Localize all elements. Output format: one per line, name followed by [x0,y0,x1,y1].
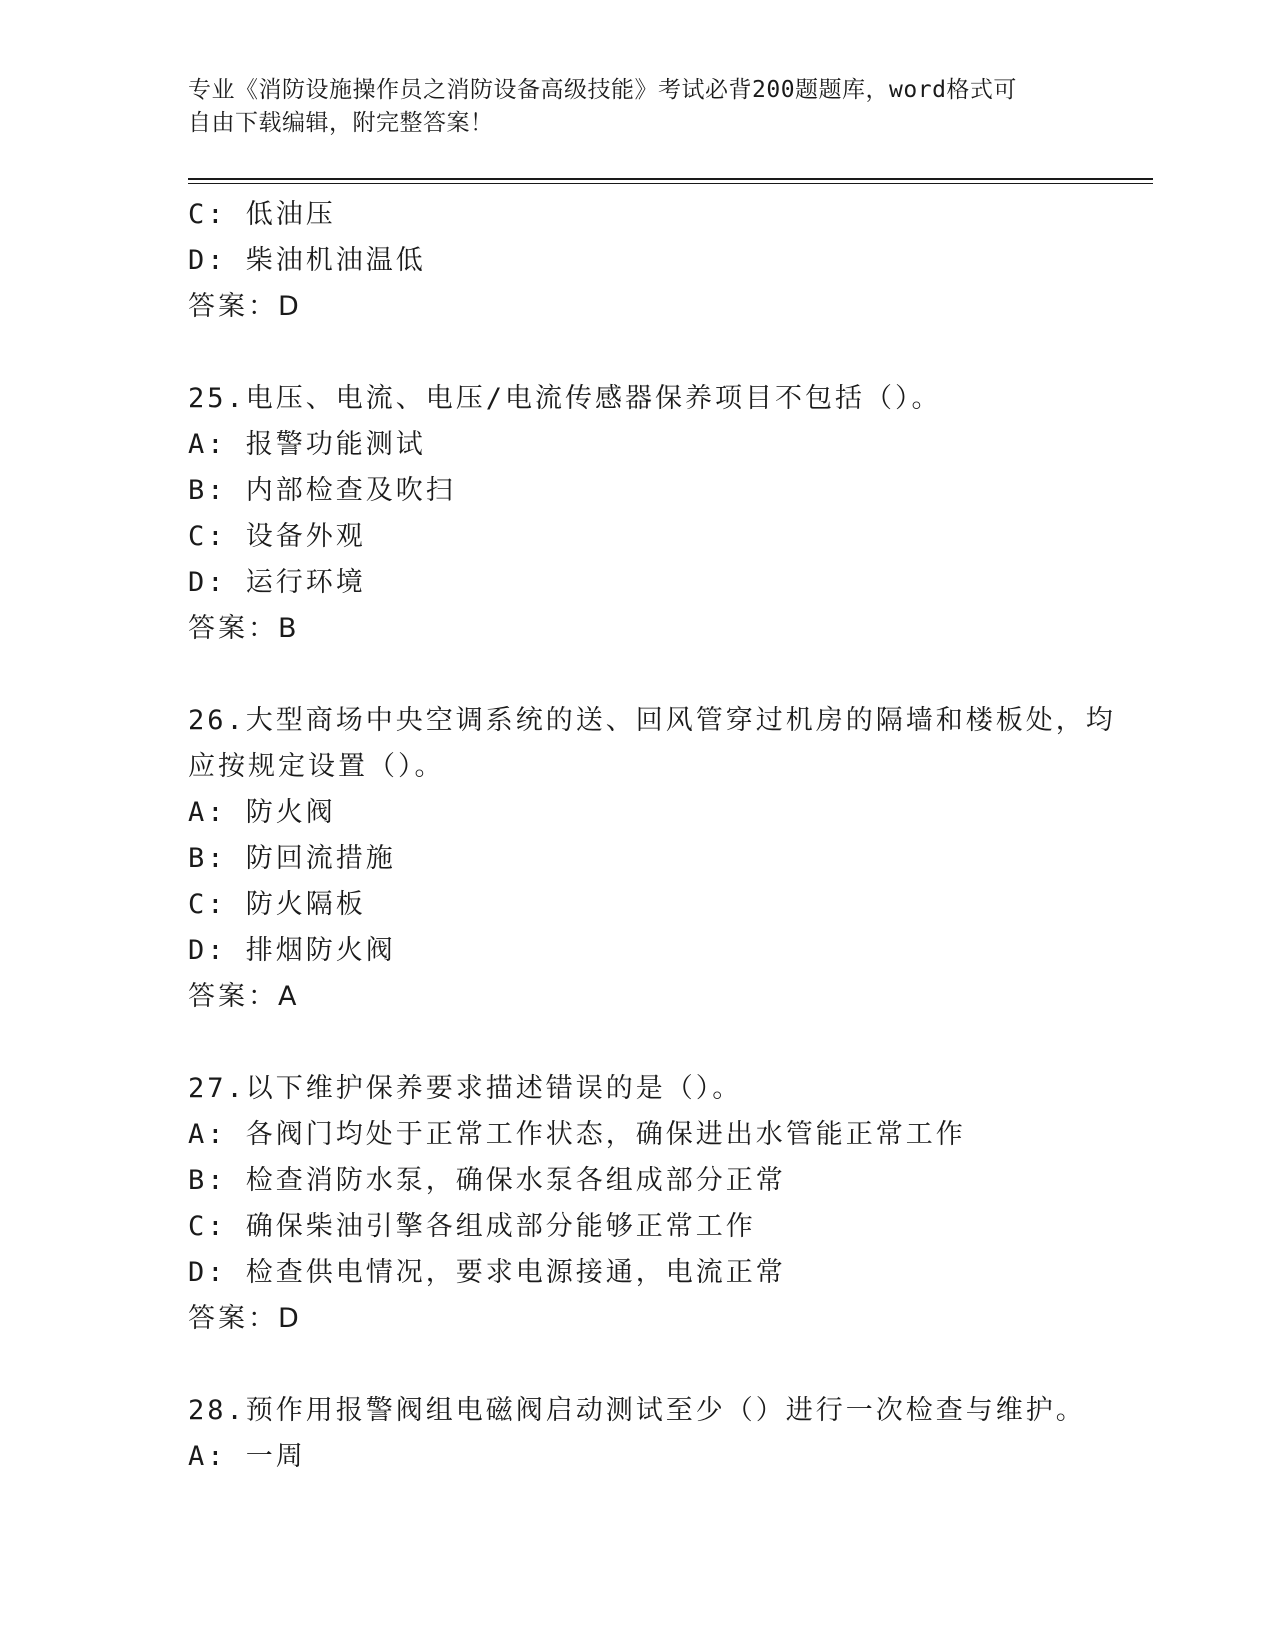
option-a: A: 各阀门均处于正常工作状态，确保进出水管能正常工作 [188,1119,966,1150]
document-header [188,74,1068,140]
option-c: C: 设备外观 [188,521,366,552]
question-24-tail [188,192,1088,330]
spacer [188,652,1088,698]
option-c: C: 防火隔板 [188,889,366,920]
option-a: A: 防火阀 [188,797,336,828]
question-26 [188,698,1116,1020]
question-28 [188,1388,1088,1480]
option-a: A: 报警功能测试 [188,429,426,460]
option-b: B: 内部检查及吹扫 [188,475,456,506]
option-b: B: 防回流措施 [188,843,396,874]
question-stem: 25.电压、电流、电压/电流传感器保养项目不包括（）。 [188,383,942,414]
spacer [188,1020,1088,1066]
question-stem: 28.预作用报警阀组电磁阀启动测试至少（）进行一次检查与维护。 [188,1395,1086,1426]
question-stem-line-2: 应按规定设置（）。 [188,751,445,782]
header-divider-thick [188,178,1153,180]
option-d: D: 排烟防火阀 [188,935,396,966]
answer-line: 答案：A [188,981,300,1012]
header-line-1: 专业《消防设施操作员之消防设备高级技能》考试必背200题题库，word格式可 [188,77,1017,103]
option-b: B: 检查消防水泵，确保水泵各组成部分正常 [188,1165,786,1196]
question-25 [188,376,1088,652]
spacer [188,330,1088,376]
spacer [188,1342,1088,1388]
answer-line: 答案：D [188,291,302,322]
question-list [188,192,1116,1480]
question-stem: 27.以下维护保养要求描述错误的是（）。 [188,1073,743,1104]
option-c: C: 低油压 [188,199,336,230]
answer-line: 答案：D [188,1303,302,1334]
question-27 [188,1066,1088,1342]
option-d: D: 柴油机油温低 [188,245,426,276]
option-a: A: 一周 [188,1441,306,1472]
option-d: D: 运行环境 [188,567,366,598]
option-d: D: 检查供电情况，要求电源接通，电流正常 [188,1257,786,1288]
question-stem-line-1: 26.大型商场中央空调系统的送、回风管穿过机房的隔墙和楼板处，均 [188,705,1116,736]
answer-line: 答案：B [188,613,300,644]
header-line-2: 自由下载编辑，附完整答案！ [188,110,494,136]
option-c: C: 确保柴油引擎各组成部分能够正常工作 [188,1211,756,1242]
header-divider-thin [188,183,1153,184]
